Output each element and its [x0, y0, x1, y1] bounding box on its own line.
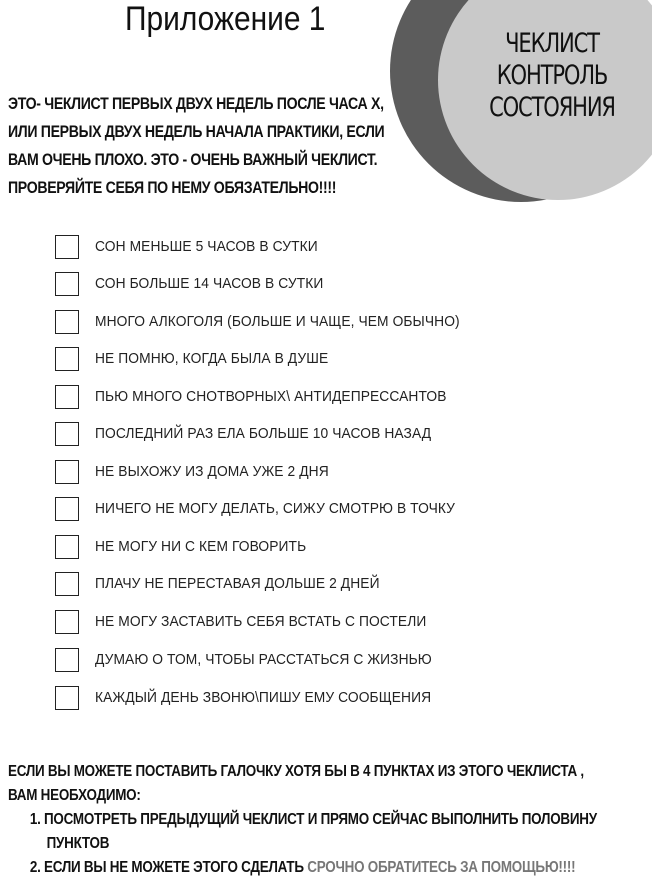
checklist-item-label: СОН МЕНЬШЕ 5 ЧАСОВ В СУТКИ: [95, 238, 318, 255]
checklist-item-label: ПЬЮ МНОГО СНОТВОРНЫХ\ АНТИДЕПРЕССАНТОВ: [95, 388, 447, 405]
intro-line: ИЛИ ПЕРВЫХ ДВУХ НЕДЕЛЬ НАЧАЛА ПРАКТИКИ, ЕСЛИ: [8, 122, 385, 141]
checkbox[interactable]: [55, 460, 79, 484]
checkbox[interactable]: [55, 272, 79, 296]
checklist-badge: [485, 28, 619, 124]
badge-line: КОНТРОЛЬ: [496, 60, 608, 91]
intro-line: ЭТО- ЧЕКЛИСТ ПЕРВЫХ ДВУХ НЕДЕЛЬ ПОСЛЕ ЧАСА Х,: [8, 94, 384, 113]
checklist-item-label: НИЧЕГО НЕ МОГУ ДЕЛАТЬ, СИЖУ СМОТРЮ В ТОЧКУ: [95, 500, 456, 517]
intro-text: [8, 90, 398, 202]
checkbox[interactable]: [55, 310, 79, 334]
checkbox[interactable]: [55, 497, 79, 521]
checkbox[interactable]: [55, 385, 79, 409]
checkbox[interactable]: [55, 422, 79, 446]
intro-line: ВАМ ОЧЕНЬ ПЛОХО. ЭТО - ОЧЕНЬ ВАЖНЫЙ ЧЕКЛИСТ.: [8, 150, 378, 169]
checklist-item-label: СОН БОЛЬШЕ 14 ЧАСОВ В СУТКИ: [95, 275, 324, 292]
checkbox[interactable]: [55, 648, 79, 672]
instructions-line: ВАМ НЕОБХОДИМО:: [8, 787, 141, 804]
intro-line: ПРОВЕРЯЙТЕ СЕБЯ ПО НЕМУ ОБЯЗАТЕЛЬНО!!!!: [8, 178, 337, 197]
checkbox[interactable]: [55, 572, 79, 596]
checklist-item-label: НЕ МОГУ ЗАСТАВИТЬ СЕБЯ ВСТАТЬ С ПОСТЕЛИ: [95, 613, 427, 630]
checklist-item-label: НЕ МОГУ НИ С КЕМ ГОВОРИТЬ: [95, 538, 307, 555]
checkbox[interactable]: [55, 686, 79, 710]
checklist-item-label: КАЖДЫЙ ДЕНЬ ЗВОНЮ\ПИШУ ЕМУ СООБЩЕНИЯ: [95, 689, 432, 706]
checkbox[interactable]: [55, 610, 79, 634]
step-2: [8, 856, 596, 880]
step-1-continued: ПУНКТОВ: [46, 835, 110, 852]
checkbox[interactable]: [55, 535, 79, 559]
instructions: [8, 760, 596, 880]
checkbox[interactable]: [55, 347, 79, 371]
urgent-help-text: СРОЧНО ОБРАТИТЕСЬ ЗА ПОМОЩЬЮ!!!!: [307, 859, 576, 876]
checklist-item-label: ДУМАЮ О ТОМ, ЧТОБЫ РАССТАТЬСЯ С ЖИЗНЬЮ: [95, 651, 432, 668]
badge-line: ЧЕКЛИСТ: [505, 28, 599, 59]
badge-line: СОСТОЯНИЯ: [489, 92, 615, 123]
checklist-item-label: НЕ ПОМНЮ, КОГДА БЫЛА В ДУШЕ: [95, 350, 329, 367]
checklist-item-label: ПЛАЧУ НЕ ПЕРЕСТАВАЯ ДОЛЬШЕ 2 ДНЕЙ: [95, 575, 380, 592]
page-title: Приложение 1: [125, 0, 326, 38]
checklist-item-label: ПОСЛЕДНИЙ РАЗ ЕЛА БОЛЬШЕ 10 ЧАСОВ НАЗАД: [95, 425, 432, 442]
instructions-line: ЕСЛИ ВЫ МОЖЕТЕ ПОСТАВИТЬ ГАЛОЧКУ ХОТЯ БЫ В 4 ПУНКТАХ ИЗ ЭТОГО ЧЕКЛИСТА ,: [8, 763, 584, 780]
checklist-item-label: МНОГО АЛКОГОЛЯ (БОЛЬШЕ И ЧАЩЕ, ЧЕМ ОБЫЧНО): [95, 313, 460, 330]
step-1: 1. ПОСМОТРЕТЬ ПРЕДЫДУЩИЙ ЧЕКЛИСТ И ПРЯМО СЕЙЧАС ВЫПОЛНИТЬ ПОЛОВИНУ: [29, 811, 597, 828]
checklist-item-label: НЕ ВЫХОЖУ ИЗ ДОМА УЖЕ 2 ДНЯ: [95, 463, 329, 480]
checkbox[interactable]: [55, 235, 79, 259]
step-2-text: 2. ЕСЛИ ВЫ НЕ МОЖЕТЕ ЭТОГО СДЕЛАТЬ: [29, 859, 308, 876]
